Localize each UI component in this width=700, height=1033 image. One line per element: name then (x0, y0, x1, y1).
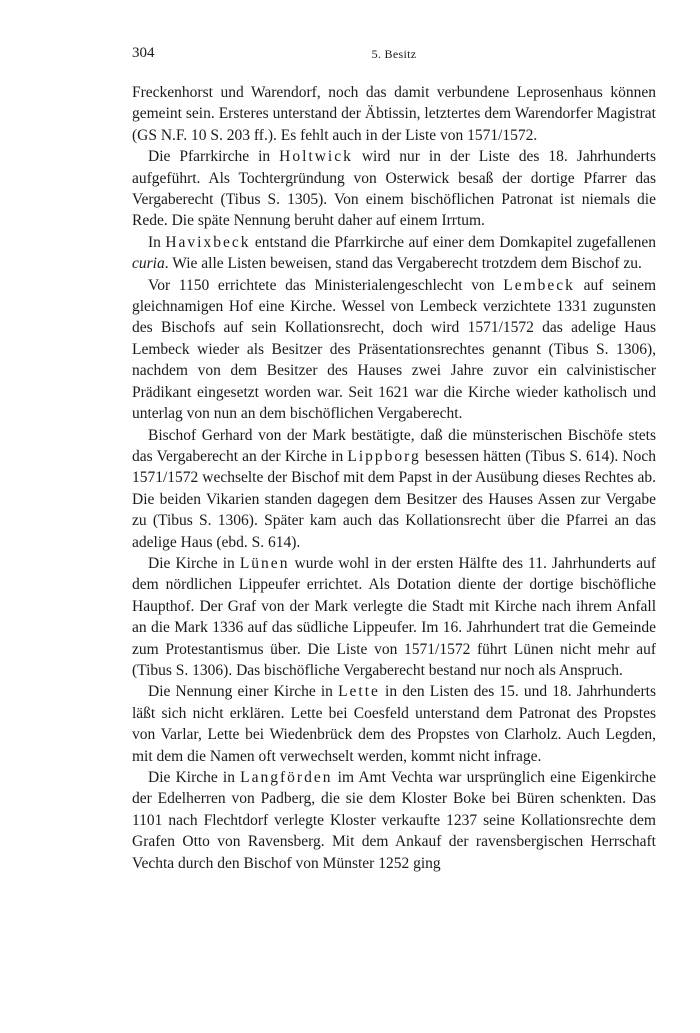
paragraph (132, 275, 656, 425)
paragraph (132, 553, 656, 681)
place-name: Havixbeck (165, 233, 251, 251)
body-text (132, 82, 656, 874)
running-head (132, 45, 656, 67)
text-run: Freckenhorst und Warendorf, noch das damit verbundene Leprosenhaus können gemeint sein. Ersteres unterstand der Äbtissin, letztertes dem Warendorfer Magistrat (GS N.F. 10 S. 203 ff.). Es fehlt auch in der Liste von 1571/1572. (132, 84, 656, 144)
text-run: entstand die Pfarrkirche auf einer dem Domkapitel zugefallenen (250, 233, 656, 251)
place-name: Lette (338, 683, 380, 701)
section-title: 5. Besitz (371, 47, 417, 61)
place-name: Langförden (240, 769, 333, 786)
text-run: Vor 1150 errichtete das Ministerialengeschlecht von (148, 276, 504, 294)
place-name: Lembeck (503, 276, 575, 294)
paragraph (132, 232, 656, 275)
text-run: wird nur in der Liste des 18. Jahrhunderts aufgeführt. Als Tochtergründung von Osterwick besaß der dortige Pfarrer das Vergaberecht (Tibus S. 1305). Von einem bischöflichen Patronat ist niemals die Rede. Die späte Nennung beruht daher auf einem Irrtum. (132, 148, 656, 230)
paragraph (132, 767, 656, 874)
italic-term: curia (132, 255, 165, 273)
text-run: wurde wohl in der ersten Hälfte des 11. Jahrhunderts auf dem nördlichen Lippeufer errichtet. Als Dotation diente der dortige bischöfliche Haupthof. Der Graf von der Mark verlegte die Stadt mit Kirche nach ihrem Anfall an die Mark 1336 auf das südliche Lippeufer. Im 16. Jahrhundert trat die Gemeinde zum Protestantismus über. Die Liste von 1571/1572 führt Lünen nicht mehr auf (Tibus S. 1306). Das bischöfliche Vergaberecht bestand nur noch als Anspruch. (132, 554, 656, 679)
text-run: Die Pfarrkirche in (148, 148, 280, 166)
text-run: Die Nennung einer Kirche in (148, 683, 339, 701)
paragraph (132, 82, 656, 146)
page-number: 304 (132, 45, 155, 61)
paragraph (132, 425, 656, 553)
place-name: Lünen (239, 554, 290, 572)
text-run: auf seinem gleichnamigen Hof eine Kirche. Wessel von Lembeck verzichtete 1331 zugunsten des Bischofs auf sein Kollationsrecht, doch wird 1571/1572 das adelige Haus Lembeck wieder als Besitzer des Präsentationsrechtes genannt (Tibus S. 1306), nachdem von dem Besitzer des Hauses zwei Jahre zuvor ein calvinistischer Prädikant eingesetzt worden war. Seit 1621 war die Kirche wieder katholisch und unterlag von nun an dem bischöflichen Vergaberecht. (132, 276, 657, 423)
text-run: . Wie alle Listen beweisen, stand das Vergaberecht trotzdem dem Bischof zu. (164, 255, 642, 273)
paragraph (132, 146, 656, 232)
place-name: Lippborg (347, 447, 421, 465)
text-run: im Amt Vechta war ursprünglich eine Eigenkirche der Edelherren von Padberg, die sie dem Kloster Boke bei Büren schenkten. Das 1101 nach Flechtdorf verlegte Kloster verkaufte 1237 seine Kollationsrechte dem Grafen Otto von Ravensberg. Mit dem Ankauf der ravensbergischen Herrschaft Vechta durch den Bischof von Münster 1252 ging (132, 769, 657, 872)
text-run: in den Listen des 15. und 18. Jahrhunderts läßt sich nicht erklären. Lette bei Coesfeld unterstand dem Patronat des Propstes von Varlar, Lette bei Wiedenbrück dem des Propstes von Clarholz. Auch Legden, mit dem die Namen oft verwechselt werden, kommt nicht infrage. (132, 683, 656, 765)
text-run: besessen hätten (Tibus S. 614). Noch 1571/1572 wechselte der Bischof mit dem Papst in der Ausübung dieses Rechtes ab. Die beiden Vikarien standen dagegen dem Besitzer des Hauses Assen zur Vergabe zu (Tibus S. 1306). Später kam auch das Kollationsrecht über die Pfarrei an das adelige Haus (ebd. S. 614). (132, 447, 656, 551)
text-run: Die Kirche in (148, 769, 241, 786)
text-run: Die Kirche in (148, 554, 240, 572)
paragraph (132, 681, 656, 767)
place-name: Holtwick (279, 148, 353, 166)
text-run: Bischof Gerhard von der Mark bestätigte, daß die münsterischen Bischöfe stets das Vergaberecht an der Kirche in (132, 426, 656, 465)
text-run: In (148, 233, 166, 251)
